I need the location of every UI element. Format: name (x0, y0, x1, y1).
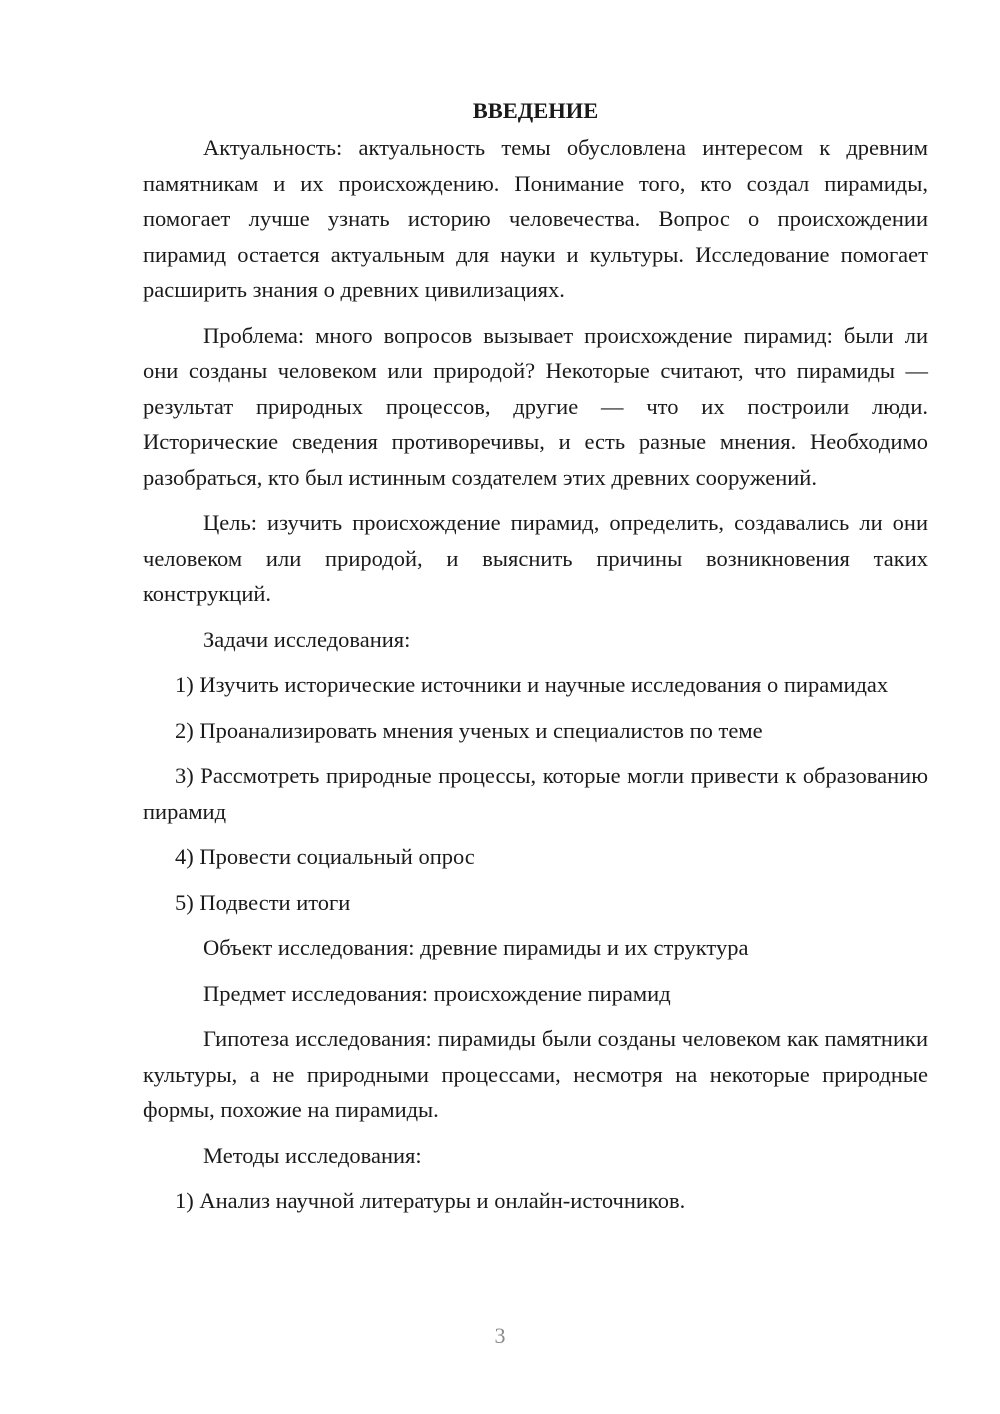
section-title: ВВЕДЕНИЕ (472, 98, 599, 123)
goal-paragraph: Цель: изучить происхождение пирамид, определить, создавались ли они человеком или природой, и выяснить причины возникновения таких конструкций. (143, 510, 928, 606)
method-item-1: 1) Анализ научной литературы и онлайн-источников. (175, 1188, 686, 1213)
task-item-3: 3) Рассмотреть природные процессы, которые могли привести к образованию пирамид (143, 763, 928, 824)
page-number: 3 (494, 1323, 506, 1348)
task-item-4: 4) Провести социальный опрос (175, 844, 475, 869)
methods-heading: Методы исследования: (203, 1142, 422, 1168)
object-paragraph: Объект исследования: древние пирамиды и их структура (203, 935, 749, 960)
document-body (143, 94, 928, 1219)
task-item-2: 2) Проанализировать мнения ученых и специалистов по теме (175, 717, 763, 743)
relevance-paragraph: Актуальность: актуальность темы обусловлена интересом к древним памятникам и их происхождению. Понимание того, кто создал пирамиды, помогает лучше узнать историю человечества. Вопрос о происхождении пирамид остается актуальным для науки и культуры. Исследование помогает расширить знания о древних цивилизациях. (143, 135, 928, 302)
problem-paragraph: Проблема: много вопросов вызывает происхождение пирамид: были ли они созданы человеком или природой? Некоторые считают, что пирамиды — результат природных процессов, другие — что их построили люди. Исторические сведения противоречивы, и есть разные мнения. Необходимо разобраться, кто был истинным создателем этих древних сооружений. (143, 322, 928, 490)
task-item-5: 5) Подвести итоги (175, 889, 351, 915)
task-item-1: 1) Изучить исторические источники и научные исследования о пирамидах (175, 672, 889, 697)
tasks-heading: Задачи исследования: (203, 626, 411, 652)
subject-paragraph: Предмет исследования: происхождение пирамид (203, 980, 671, 1006)
hypothesis-paragraph: Гипотеза исследования: пирамиды были созданы человеком как памятники культуры, а не природными процессами, несмотря на некоторые природные формы, похожие на пирамиды. (143, 1026, 928, 1122)
